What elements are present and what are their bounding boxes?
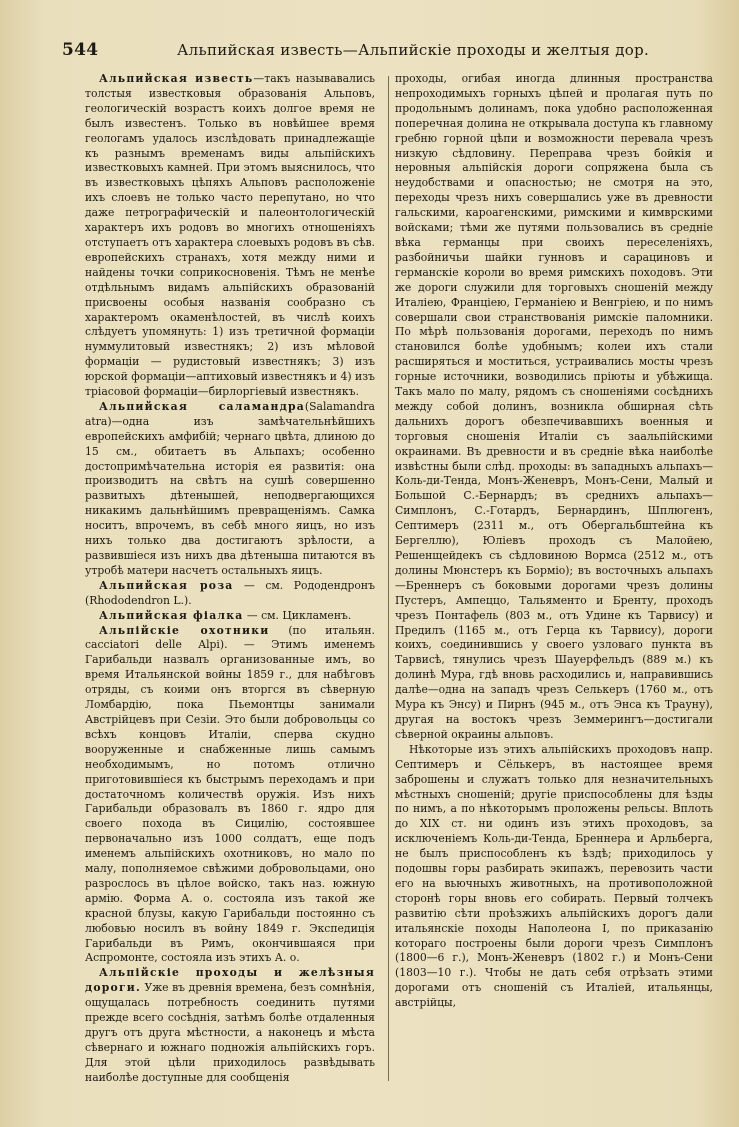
- entry-term: Альпийская роза: [99, 578, 234, 592]
- entry-term: Альпийская фіалка: [99, 608, 244, 622]
- entry-alpine-hunters: [85, 624, 375, 967]
- entry-text: (по итальян. cacciatori delle Alpi). — Этимъ именемъ Гарибальди назвалъ организованные имъ, во время Итальянской войны 1859 г., для набѣговъ отряды, съ коими онъ вторгся въ сѣверную Ломбардію, пока Пьемонтцы занимали Австрійцевъ при Сезіи. Это были добровольцы со всѣхъ концовъ Италіи, сперва скудно вооруженные и снабженные лишь самымъ необходимымъ, но потомъ отлично приготовившіеся къ быстрымъ переходамъ и при достаточномъ количествѣ оружія. Изъ нихъ Гарибальди образовалъ въ 1860 г. ядро для своего похода въ Сицилію, состоявшее первоначально изъ 1000 солдатъ, еще подъ именемъ альпійскихъ охотниковъ, но мало по малу, пополняемое свѣжими добровольцами, оно разрослось въ цѣлое войско, такъ наз. южную армію. Форма А. о. состояла изъ такой же красной блузы, какую Гарибальди постоянно съ любовью носилъ въ войну 1849 г. Экспедиція Гарибальди въ Римъ, окончившаяся при Аспромонте, состояла изъ этихъ А. о.: [85, 623, 375, 965]
- entry-text: — см. Цикламенъ.: [243, 608, 352, 622]
- entry-text: (Salamandra atra)—одна изъ замѣчательнѣйшихъ европейскихъ амфибій; чернаго цвѣта, длиною до 15 см., обитаетъ въ Альпахъ; особенно достопримѣчательна исторія ея развитія: она производитъ на свѣтъ на сушѣ совершенно развитыхъ дѣтенышей, неподвергающихся никакимъ дальнѣйшимъ превращеніямъ. Самка носитъ, впрочемъ, въ себѣ много яицъ, но изъ нихъ только два достигаютъ зрѣлости, а развившіеся изъ нихъ два дѣтеныша питаются въ утробѣ матери насчетъ остальныхъ яицъ.: [85, 399, 375, 577]
- entry-term: Альпийская известь: [99, 72, 254, 85]
- entry-term: Альпийская саламандра: [99, 399, 305, 413]
- entry-text: —такъ называвались толстыя известковыя образованія Альповъ, геологическій возрастъ коихъ долгое время не былъ известенъ. Только въ новѣйшее время геологамъ удалось изслѣдовать принадлежащіе къ разнымъ временамъ виды альпійскихъ известковыхъ камней. При этомъ выяснилось, что въ известковыхъ цѣпяхъ Альповъ расположеніе ихъ слоевъ не только часто перепутано, но что даже петрографическій и палеонтологическій характеръ ихъ родовъ во многихъ отношеніяхъ отступаетъ отъ характера слоевыхъ родовъ въ сѣв. европейскихъ странахъ, хотя между ними и найдены точки соприкосновенія. Тѣмъ не менѣе отдѣльнымъ видамъ альпійскихъ образованій присвоены особыя названія сообразно съ характеромъ окаменѣлостей, въ числѣ коихъ слѣдуетъ упомянуть: 1) изъ третичной формаціи нуммулитовый известнякъ; 2) изъ мѣловой формаціи — рудистовый известнякъ; 3) изъ юрской формаціи—аптиховый известнякъ и 4) изъ тріасовой формаціи—бирлоргіевый известнякъ.: [85, 72, 375, 399]
- entry-alpine-rose: [85, 579, 375, 609]
- running-head: Альпийская известь—Альпийскіе проходы и желтыя дор.: [177, 41, 650, 59]
- page-header: [62, 38, 712, 62]
- left-column: [85, 72, 375, 1112]
- entry-alpine-violet: [85, 609, 375, 624]
- entry-term: Альпійскіе охотники: [99, 623, 270, 637]
- entry-alpine-passes: [85, 966, 375, 1085]
- right-column: [395, 72, 713, 1112]
- page-number: 544: [62, 40, 99, 60]
- entry-text: — см. Рододендронъ (Rhododendron L.).: [85, 578, 375, 607]
- entry-alpine-limestone: [85, 72, 375, 400]
- entry-alpine-salamander: [85, 400, 375, 579]
- entry-term: Альпійскіе проходы и желѣзныя дороги.: [85, 966, 375, 995]
- column-divider: [388, 76, 389, 1081]
- paragraph: проходы, огибая иногда длинныя пространства непроходимыхъ горныхъ цѣпей и пролагая путь по продольнымъ долинамъ, пока удобно расположенная поперечная долина не открывала доступа къ главному гребню горной цѣпи и возможности перевала чрезъ низкую сѣдловину. Переправа чрезъ бойкія и неровныя альпійскія дороги сопряжена была съ неудобствами и опасностью; не смотря на это, переходы чрезъ нихъ совершались уже въ древности гальскими, кароагенскими, римскими и кимврскими войсками; тѣми же путями пользовались въ средніе вѣка германцы при своихъ переселеніяхъ, разбойничьи шайки гунновъ и сарациновъ и германскіе короли во время римскихъ походовъ. Эти же дороги служили для торговыхъ сношеній между Италіею, Франціею, Германіею и Венгріею, и по нимъ совершали свои странствованія римскіе паломники. По мѣрѣ пользованія дорогами, переходъ по нимъ становился болѣе удобнымъ; колеи ихъ стали расширяться и моститься, устраивались мосты чрезъ горные источники, возводились пріюты и убѣжища. Такъ мало по малу, рядомъ съ сношеніями сосѣднихъ между собой долинъ, возникла обширная сѣть дальнихъ дорогъ обезпечивавшихъ военныя и торговыя сношенія Италіи съ заальпійскими окраинами. Въ древности и въ средніе вѣка наиболѣе извѣстны были слѣд. проходы: въ западныхъ альпахъ—Коль-ди-Тенда, Монъ-Женевръ, Монъ-Сени, Малый и Большой С.-Бернардъ; въ среднихъ альпахъ—Симплонъ, С.-Готардъ, Бернардинъ, Шплюгенъ, Септимеръ (2311 м., отъ Обергальбштейна къ Бергеллю), Юліевъ проходъ съ Малойею, Решенщейдекъ съ сѣдловиною Вормса (2512 м., отъ долины Мюнстеръ къ Борміо); въ восточныхъ альпахъ—Бреннеръ съ боковыми дорогами чрезъ долины Пустеръ, Ампеццо, Тальяменто и Бренту, проходъ чрезъ Понтафель (803 м., отъ Удине къ Тарвису) и Предилъ (1165 м., отъ Герца къ Тарвису), дороги коихъ, соединившись у своего узловаго пункта въ Тарвисѣ, тянулись чрезъ Шауерфельдъ (889 м.) къ долинѣ Мура, гдѣ вновь расходились и, направившись далѣе—одна на западъ чрезъ Селькеръ (1760 м., отъ Мура къ Энсу) и Пирнъ (945 м., отъ Энса къ Трауну), другая на востокъ чрезъ Земмерингъ—достигали сѣверной окраины альповъ.: [395, 72, 713, 741]
- paragraph: Нѣкоторые изъ этихъ альпійскихъ проходовъ напр. Септимеръ и Сёлькеръ, въ настоящее время заброшены и служатъ только для незначительныхъ мѣстныхъ сношеній; другіе приспособлены для ѣзды по нимъ, а по нѣкоторымъ проложены рельсы. Вплоть до XIX ст. ни одинъ изъ этихъ проходовъ, за исключеніемъ Коль-ди-Тенда, Бреннера и Арльберга, не былъ приспособленъ къ ѣздѣ; приходилось у подошвы горы разбирать экипажъ, перевозить части его на вьючныхъ животныхъ, на противоположной сторонѣ горы вновь его собирать. Первый толчекъ развитію сѣти проѣзжихъ альпійскихъ дорогъ дали итальянскіе походы Наполеона I, по приказанію котораго построены были дороги чрезъ Симплонъ (1800—6 г.), Монъ-Женевръ (1802 г.) и Монъ-Сени (1803—10 г.). Чтобы не дать себя отрѣзать этими дорогами отъ сношеній съ Италіей, итальянцы, австрійцы,: [395, 742, 713, 1010]
- entry-text: Уже въ древнія времена, безъ сомнѣнія, ощущалась потребность соединить путями прежде всего сосѣднія, затѣмъ болѣе отдаленныя другъ отъ друга мѣстности, а наконецъ и мѣста сѣвернаго и южнаго подножія альпійскихъ горъ. Для этой цѣли приходилось развѣдывать наиболѣе доступные для сообщенія: [85, 981, 375, 1084]
